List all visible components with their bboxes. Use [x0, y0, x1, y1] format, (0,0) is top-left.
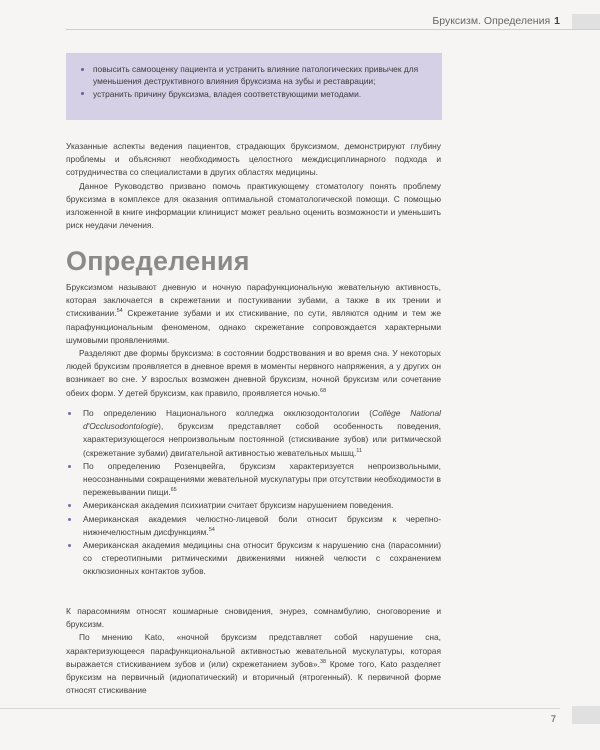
reference-number: 68 [320, 387, 327, 394]
section-heading-block [66, 246, 441, 276]
reference-number: 11 [356, 447, 363, 454]
list-item [66, 460, 441, 500]
callout-list [80, 63, 432, 100]
paragraph-text: Бруксизмом называют дневную и ночную парафункциональную жевательную активность, которая заключается в скрежетании и постукивании зубами, а также в их трении и стискивании. [66, 282, 441, 319]
definitions-list-block [66, 407, 441, 579]
intro-paragraph: Указанные аспекты ведения пациентов, страдающих бруксизмом, демонстрируют глубину проблемы и объясняют необходимость целостного междисциплинарного подхода и сотрудничества со специалистами в других областях медицины. [66, 141, 441, 178]
item-text: Американская академия медицины сна относит бруксизм к нарушению сна (парасомнии) со стереотипными ритмическими движениями нижней челюсти с сохранением окклюзионных контактов зубов. [83, 540, 441, 577]
footer-rule [0, 708, 560, 709]
section-title: Определения [66, 246, 250, 276]
callout-item: устранить причину бруксизма, владея соответствующими методами. [80, 88, 432, 100]
intro-block [66, 140, 441, 232]
list-item [66, 407, 441, 460]
item-text: ), бруксизм представляет собой особенность поведения, характеризующегося непроизвольным постоянной (стискивание зубов) или ритмической (скрежетание зубами) двигательной активностью жевательных мышц. [83, 421, 441, 458]
header-tab [572, 14, 600, 30]
forms-paragraph [66, 347, 441, 400]
item-text: По определению Розенцвейга, бруксизм характеризуется непроизвольными, неосознанными сокращениями жевательной мускулатуры при отсутствии необходимости в пережевывании пищи. [83, 460, 441, 498]
paragraph-text: Разделяют две формы бруксизма: в состоянии бодрствования и во время сна. У некоторых людей бруксизм проявляется в дневное время в моменты нервного напряжения, а у других он возникает во сне. У взрослых возможен дневной бруксизм, ночной бруксизм или сочетание обеих форм. У детей бруксизм, как правило, проявляется ночью. [66, 348, 441, 398]
reference-number: 54 [208, 527, 215, 534]
item-text: По определению Национального колледжа окклюзодонтологии ( [83, 408, 373, 418]
item-text: Американская академия челюстно-лицевой боли относит бруксизм к черепно-нижнечелюстным дисфункциям. [83, 513, 441, 537]
reference-number: 65 [170, 487, 177, 494]
paragraph-text: По мнению Kato, «ночной бруксизм представляет собой нарушение сна, характеризующееся парафункциональной активностью жевательной мускулатуры, которая выражается стискиванием зубов и (или) скрежетанием зубов». [66, 632, 441, 669]
list-item [66, 499, 441, 512]
closing-paragraph: К парасомниям относят кошмарные сновидения, энурез, сомнамбулию, сноговорение и бруксизм. [66, 606, 441, 630]
reference-number: 38 [319, 659, 327, 666]
chapter-number: 1 [554, 15, 560, 27]
running-header-title: Бруксизм. Определения [432, 15, 551, 27]
callout-box [66, 53, 442, 120]
header-rule [66, 29, 600, 30]
footer-tab [572, 706, 600, 724]
paragraph-text: Кроме того, Kato разделяет бруксизм на первичный (идиопатический) и вторичный (ятрогенный). К первичной форме относят стискивание [66, 658, 441, 696]
closing-block [66, 605, 441, 697]
running-header [432, 15, 560, 27]
list-item [66, 513, 441, 539]
callout-item: повысить самооценку пациента и устранить влияние патологических привычек для уменьшения деструктивного влияния бруксизма на зубы и реставрации; [80, 63, 432, 88]
item-text: Американская академия психиатрии считает бруксизм нарушением поведения. [83, 500, 394, 511]
list-item [66, 539, 441, 579]
kato-paragraph [66, 631, 441, 697]
definitions-list [66, 407, 441, 579]
page-number: 7 [550, 714, 556, 725]
definition-paragraph [66, 281, 441, 347]
reference-number: 54 [116, 308, 123, 315]
definition-text-block [66, 281, 441, 400]
paragraph-text: Скрежетание зубами и их стискивание, по сути, являются одним и тем же парафункциональным феноменом, однако скрежетание сопровождается характерными шумовыми проявлениями. [66, 308, 442, 345]
intro-paragraph: Данное Руководство призвано помочь практикующему стоматологу понять проблему бруксизма в комплексе для оказания оптимальной стоматологической помощи. С помощью изложенной в книге информации клиницист может реально оценить возможности и уменьшить риск неудачи лечения. [66, 180, 441, 231]
item-italic: Collège National d'Occlusodontologie [83, 408, 441, 432]
